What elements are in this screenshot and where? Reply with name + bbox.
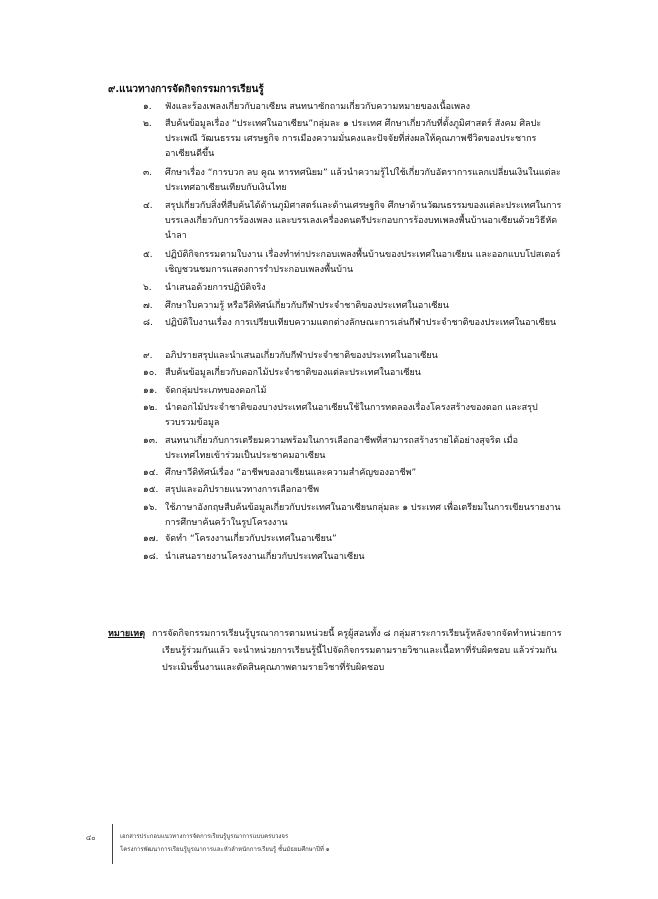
list-item-number: ๑๕. [143, 485, 159, 495]
list-item-text: นำเสนอรายงานโครงงานเกี่ยวกับประเทศในอาเซียน [165, 552, 365, 562]
list-item-number: ๑๗. [143, 534, 159, 544]
list-item [143, 401, 563, 431]
list-item-number: ๓. [143, 168, 153, 178]
list-item [143, 316, 563, 331]
list-item [143, 100, 563, 115]
list-item-number: ๑๖. [143, 503, 158, 513]
list-item-number: ๑๔. [143, 468, 159, 478]
list-item [143, 532, 563, 547]
list-item [143, 366, 563, 381]
list-item-text: นำดอกไม้ประจำชาติของบางประเทศในอาเซียนใช้ในการทดลองเรื่องโครงสร้างของดอก และสรุปรวบรวมข้อมูล [165, 403, 538, 428]
list-item [143, 483, 563, 498]
list-item-number: ๑๒. [143, 403, 158, 413]
list-item-number: ๒. [143, 119, 152, 129]
list-item-number: ๙. [143, 351, 153, 361]
list-item [143, 434, 563, 464]
list-item-number: ๑. [143, 102, 152, 112]
list-item-text: สรุปเกี่ยวกับสิ่งที่สืบค้นได้ด้านภูมิศาสตร์และด้านเศรษฐกิจ ศึกษาด้านวัฒนธรรมของแต่ละประเทศในการบรรเลงเกี่ยวกับการร้องเพลง และบรรเลงเครื่องดนตรีประกอบการร้องบทเพลงพื้นบ้านอาเซียนด้วยวิธีหัดนำลา [165, 201, 562, 241]
list-item [143, 384, 563, 399]
list-item-number: ๑๑. [143, 386, 158, 396]
list-item [143, 550, 563, 565]
list-item-text: จัดกลุ่มประเภทของดอกไม้ [165, 386, 267, 396]
remark-block [108, 626, 563, 677]
list-item [143, 117, 563, 162]
list-item-text: ศึกษาเรื่อง “การบวก ลบ คูณ หารทศนิยม” แล้วนำความรู้ไปใช้เกี่ยวกับอัตราการแลกเปลี่ยนเงินในแต่ละประเทศอาเซียนเทียบกับเงินไทย [165, 168, 561, 193]
list-item-text: สืบค้นข้อมูลเรื่อง “ประเทศในอาเซียน”กลุ่มละ ๑ ประเทศ ศึกษาเกี่ยวกับที่ตั้งภูมิศาสตร์ สังคม ศิลปะ ประเพณี วัฒนธรรม เศรษฐกิจ การเมืองความมั่นคงและปัจจัยที่ส่งผลให้คุณภาพชีวิตของประชากรอาเซียนดีขึ้น [165, 119, 542, 159]
list-item-number: ๕. [143, 250, 153, 260]
list-item [143, 248, 563, 278]
list-item [143, 501, 563, 531]
list-item [143, 466, 563, 481]
list-item-text: ปฏิบัติกิจกรรมตามใบงาน เรื่องทำท่าประกอบเพลงพื้นบ้านของประเทศในอาเซียน และออกแบบโปสเตอร์เชิญชวนชมการแสดงการรำประกอบเพลงพื้นบ้าน [165, 250, 561, 275]
footer-divider [112, 824, 113, 864]
list-item-text: สรุปและอภิปรายแนวทางการเลือกอาชีพ [165, 485, 320, 495]
list-item-text: ใช้ภาษาอังกฤษสืบค้นข้อมูลเกี่ยวกับประเทศในอาเซียนกลุ่มละ ๑ ประเทศ เพื่อเตรียมในการเขียนรายงานการศึกษาค้นคว้าในรูปโครงงาน [165, 503, 561, 528]
list-item-text: สนทนาเกี่ยวกับการเตรียมความพร้อมในการเลือกอาชีพที่สามารถสร้างรายได้อย่างสุจริต เมื่อประเทศไทยเข้าร่วมเป็นประชาคมอาเซียน [165, 436, 518, 461]
list-item-text: นำเสนอด้วยการปฏิบัติจริง [165, 283, 266, 293]
remark-text: การจัดกิจกรรมการเรียนรู้บูรณาการตามหน่วยนี้ ครูผู้สอนทั้ง ๘ กลุ่มสาระการเรียนรู้หลังจากจัดทำหน่วยการเรียนรู้ร่วมกันแล้ว จะนำหน่วยการเรียนรู้นี้ไปจัดกิจกรรมตามรายวิชาและเนื้อหาที่รับผิดชอบ แล้วร่วมกันประเมินชิ้นงานและตัดสินคุณภาพตามรายวิชาที่รับผิดชอบ [152, 629, 562, 673]
page-number: ๔๐ [86, 834, 96, 842]
list-item [143, 349, 563, 364]
list-item-number: ๖. [143, 283, 152, 293]
list-item-text: ศึกษาวีดิทัศน์เรื่อง “อาชีพของอาเซียนและความสำคัญของอาชีพ” [165, 468, 417, 478]
list-item-number: ๔. [143, 201, 153, 211]
list-item-text: ศึกษาใบความรู้ หรือวีดิทัศน์เกี่ยวกับกีฬาประจำชาติของประเทศในอาเซียน [165, 301, 449, 311]
list-item-text: จัดทำ “โครงงานเกี่ยวกับประเทศในอาเซียน” [165, 534, 337, 544]
list-item-number: ๗. [143, 301, 153, 311]
footer-subtitle-line: โครงการพัฒนาการเรียนรู้บูรณาการและหัวลำหนักการเรียนรู้ ชั้นมัธยมศึกษาปีที่ ๑ [120, 846, 330, 853]
list-item-text: สืบค้นข้อมูลเกี่ยวกับดอกไม้ประจำชาติของแต่ละประเทศในอาเซียน [165, 368, 421, 378]
list-item-text: ปฏิบัติใบงานเรื่อง การเปรียบเทียบความแตกต่างลักษณะการเล่นกีฬาประจำชาติของประเทศในอาเซียน [165, 318, 557, 328]
list-item [143, 199, 563, 244]
list-item-number: ๘. [143, 318, 153, 328]
list-item-text: อภิปรายสรุปและนำเสนอเกี่ยวกับกีฬาประจำชาติของประเทศในอาเซียน [165, 351, 438, 361]
remark-label: หมายเหตุ [108, 629, 146, 639]
list-item-text: ฟังและร้องเพลงเกี่ยวกับอาเซียน สนทนาซักถามเกี่ยวกับความหมายของเนื้อเพลง [165, 102, 470, 112]
list-item-number: ๑๘. [143, 552, 159, 562]
page-footer [86, 824, 486, 864]
footer-title-line: เอกสารประกอบแนวทางการจัดการเรียนรู้บูรณาการแบบครบวงจร [120, 833, 289, 840]
list-item [143, 166, 563, 196]
list-item-number: ๑๐. [143, 368, 158, 378]
section-heading: ๙.แนวทางการจัดกิจกรรมการเรียนรู้ [108, 84, 264, 95]
list-item [143, 281, 563, 296]
list-item [143, 299, 563, 314]
list-item-number: ๑๓. [143, 436, 158, 446]
